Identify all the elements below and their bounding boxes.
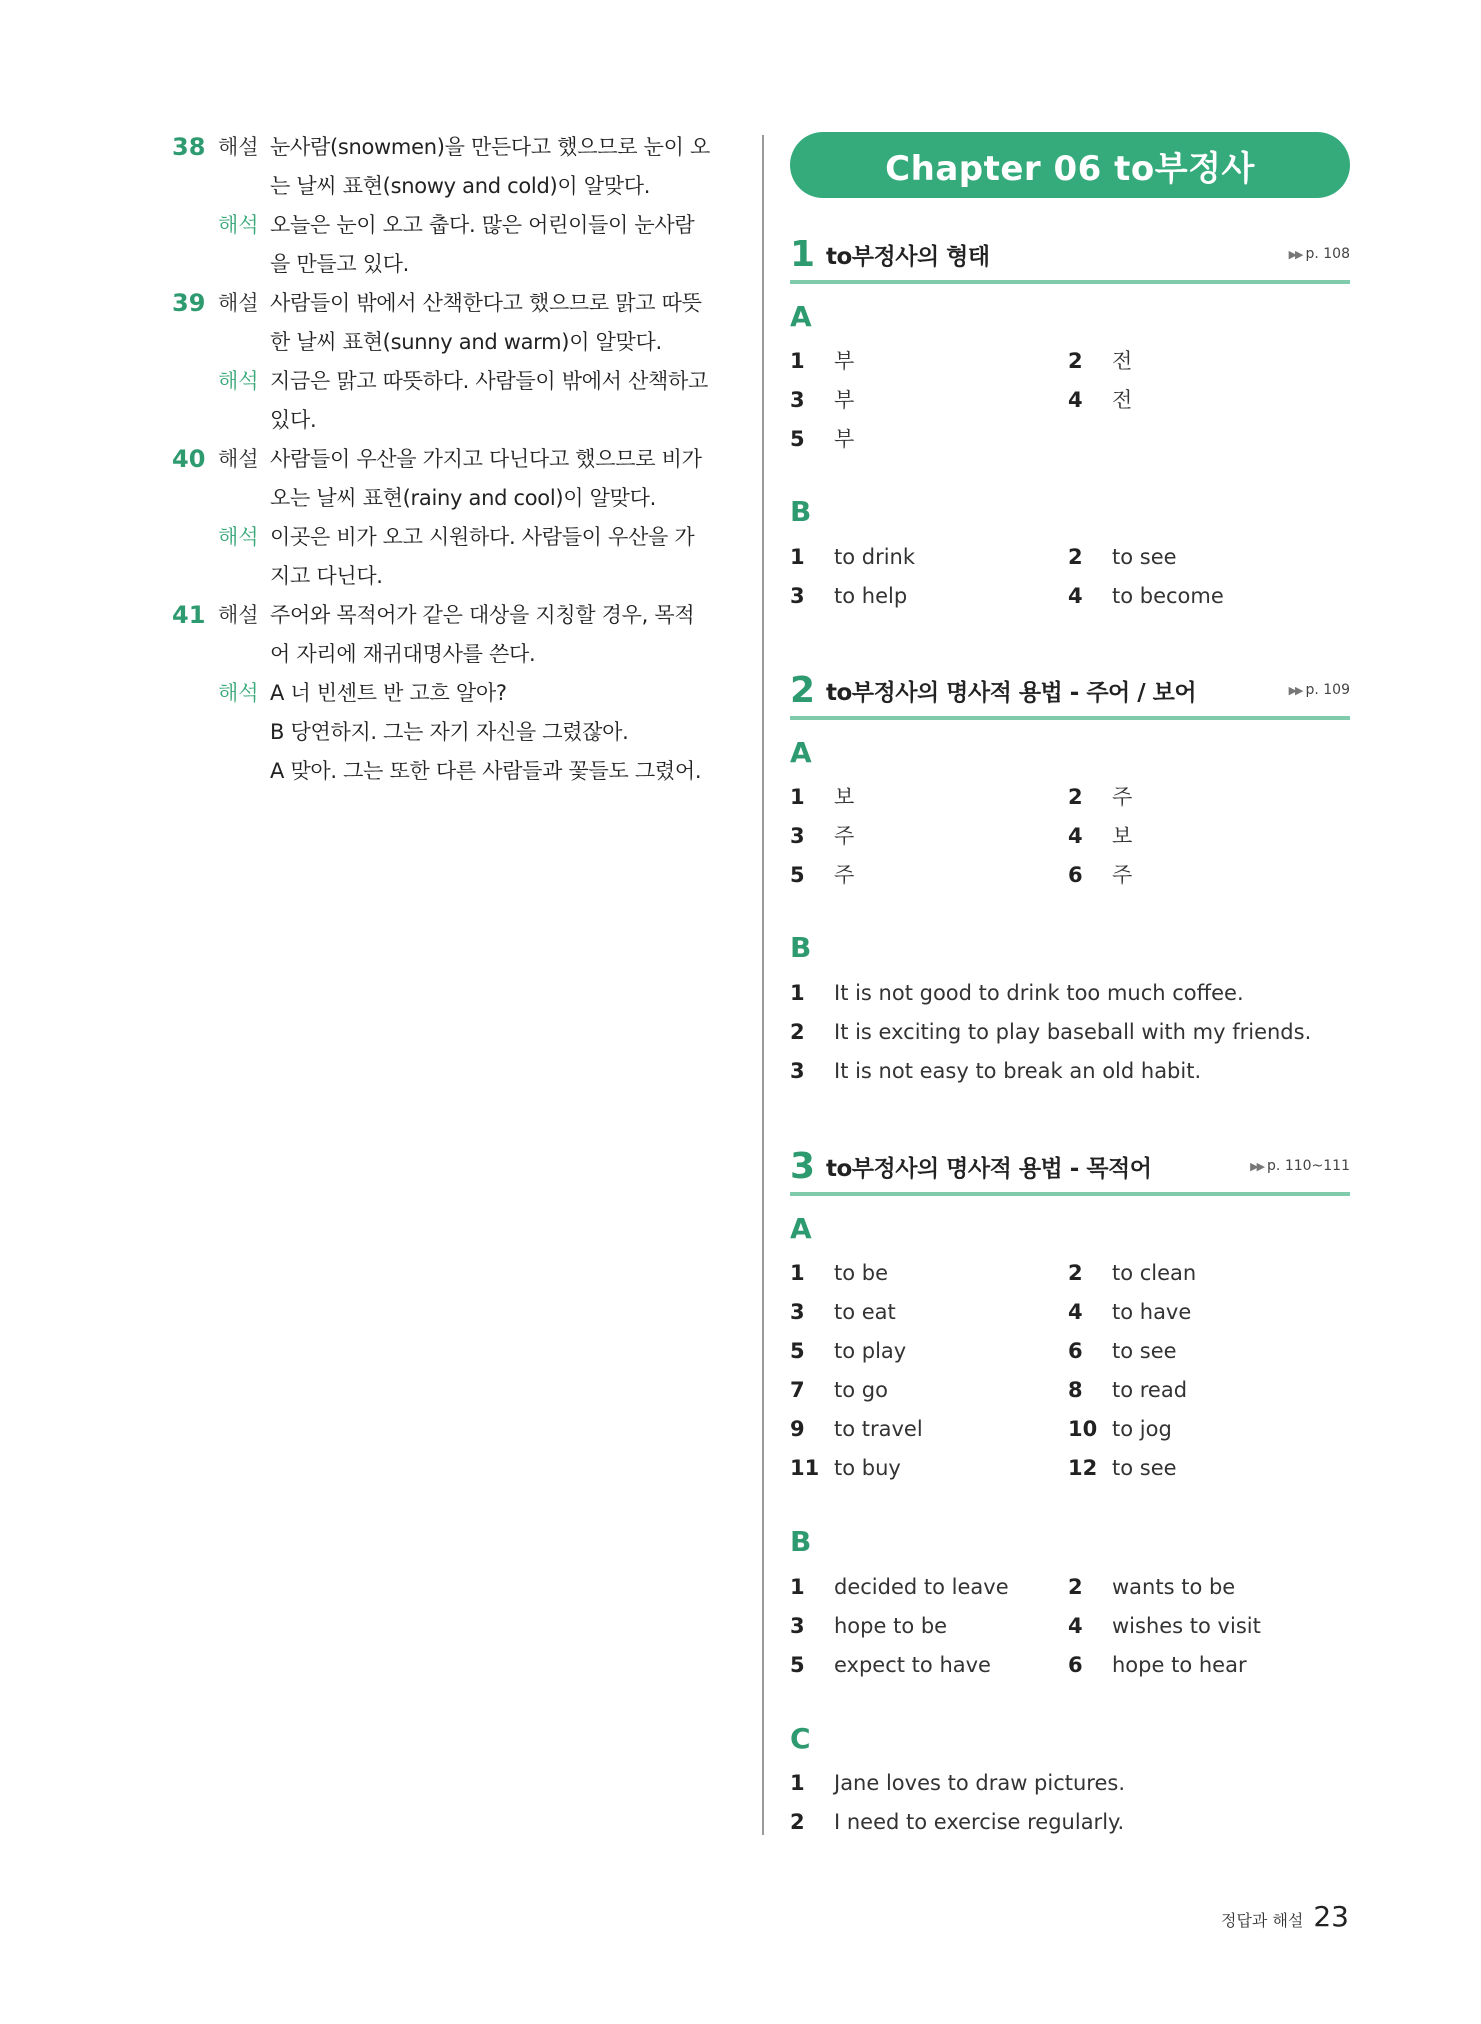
section-1 bbox=[790, 228, 1350, 608]
section-title: to부정사의 명사적 용법 - 목적어 bbox=[826, 1155, 1152, 1182]
explanation-label: 해설 bbox=[218, 447, 259, 471]
explanation-label: 해설 bbox=[218, 603, 259, 627]
page-reference: ▶▶ p. 108 bbox=[1288, 246, 1350, 262]
explanation-text: 사람들이 우산을 가지고 다닌다고 했으므로 비가 오는 날씨 표현(rainy and cool)이 알맞다. bbox=[270, 447, 702, 510]
part-a-label: A bbox=[790, 736, 812, 769]
explanation-text: 주어와 목적어가 같은 대상을 지칭할 경우, 목적 어 자리에 재귀대명사를 쓴다. bbox=[270, 603, 695, 666]
part-a-answers: 1 보 2 주 3 주 4 보 5 주 6 주 bbox=[790, 785, 1133, 887]
section-header bbox=[790, 1140, 1350, 1196]
left-column bbox=[172, 128, 732, 791]
page-reference: ▶▶ p. 110~111 bbox=[1250, 1158, 1350, 1174]
translation-label: 해석 bbox=[218, 525, 259, 549]
translation-label: 해석 bbox=[218, 681, 259, 705]
explanation-text: 눈사람(snowmen)을 만든다고 했으므로 눈이 오 는 날씨 표현(snowy and cold)이 알맞다. bbox=[270, 135, 710, 198]
part-c-label: C bbox=[790, 1722, 811, 1755]
part-b-answers: 1 to drink 2 to see 3 to help 4 to become bbox=[790, 545, 1224, 608]
explanation-text: 사람들이 밖에서 산책한다고 했으므로 맑고 따뜻 한 날씨 표현(sunny and warm)이 알맞다. bbox=[270, 291, 702, 354]
page-number: 23 bbox=[1313, 1900, 1349, 1933]
section-number: 3 bbox=[790, 1145, 816, 1187]
part-a-label: A bbox=[790, 1212, 812, 1245]
section-number: 1 bbox=[790, 233, 816, 275]
section-2 bbox=[790, 664, 1350, 1083]
section-title: to부정사의 명사적 용법 - 주어 / 보어 bbox=[826, 679, 1197, 706]
question-number: 41 bbox=[172, 601, 206, 629]
part-a-answers: 1 to be 2 to clean 3 to eat 4 to have 5 to play 6 to see 7 to go 8 to read 9 to travel 10 to jog 11 to buy 12 to see bbox=[790, 1261, 1197, 1480]
section-3 bbox=[790, 1140, 1350, 1834]
right-column bbox=[790, 132, 1350, 1834]
question-40 bbox=[172, 440, 732, 596]
section-title: to부정사의 형태 bbox=[826, 243, 990, 270]
page-footer bbox=[1221, 1900, 1349, 1933]
question-number: 39 bbox=[172, 289, 206, 317]
question-38 bbox=[172, 128, 732, 284]
translation-text: 이곳은 비가 오고 시원하다. 사람들이 우산을 가 지고 다닌다. bbox=[270, 525, 695, 588]
question-39 bbox=[172, 284, 732, 440]
section-number: 2 bbox=[790, 669, 816, 711]
section-header bbox=[790, 664, 1350, 720]
arrow-icon: ▶▶ bbox=[1288, 684, 1302, 697]
translation-label: 해석 bbox=[218, 369, 259, 393]
arrow-icon: ▶▶ bbox=[1250, 1160, 1264, 1173]
footer-label: 정답과 해설 bbox=[1220, 1911, 1304, 1930]
chapter-title-banner: Chapter 06 to부정사 bbox=[790, 132, 1350, 198]
part-b-label: B bbox=[790, 1525, 812, 1558]
question-41 bbox=[172, 596, 732, 791]
explanation-label: 해설 bbox=[218, 291, 259, 315]
page-reference: ▶▶ p. 109 bbox=[1288, 682, 1350, 698]
question-number: 38 bbox=[172, 133, 206, 161]
part-b-label: B bbox=[790, 495, 812, 528]
part-b-label: B bbox=[790, 931, 812, 964]
section-header bbox=[790, 228, 1350, 284]
translation-text: 오늘은 눈이 오고 춥다. 많은 어린이들이 눈사람 을 만들고 있다. bbox=[270, 213, 695, 276]
part-a-label: A bbox=[790, 300, 812, 333]
translation-label: 해석 bbox=[218, 213, 259, 237]
translation-dialog: A 너 빈센트 반 고흐 알아? B 당연하지. 그는 자기 자신을 그렸잖아. A 맞아. 그는 또한 다른 사람들과 꽃들도 그렸어. bbox=[270, 681, 702, 783]
part-a-answers: 1 부 2 전 3 부 4 전 5 부 bbox=[790, 349, 1133, 451]
part-b-answers: 1 It is not good to drink too much coffee. 2 It is exciting to play baseball with my friends. 3 It is not easy to break an old habit. bbox=[790, 981, 1312, 1083]
arrow-icon: ▶▶ bbox=[1288, 248, 1302, 261]
part-c-answers: 1 Jane loves to draw pictures. 2 I need to exercise regularly. bbox=[790, 1771, 1126, 1834]
column-divider bbox=[762, 135, 764, 1835]
explanation-label: 해설 bbox=[218, 135, 259, 159]
part-b-answers: 1 decided to leave 2 wants to be 3 hope to be 4 wishes to visit 5 expect to have 6 hope to hear bbox=[790, 1575, 1261, 1677]
question-number: 40 bbox=[172, 445, 206, 473]
translation-text: 지금은 맑고 따뜻하다. 사람들이 밖에서 산책하고 있다. bbox=[270, 369, 708, 432]
